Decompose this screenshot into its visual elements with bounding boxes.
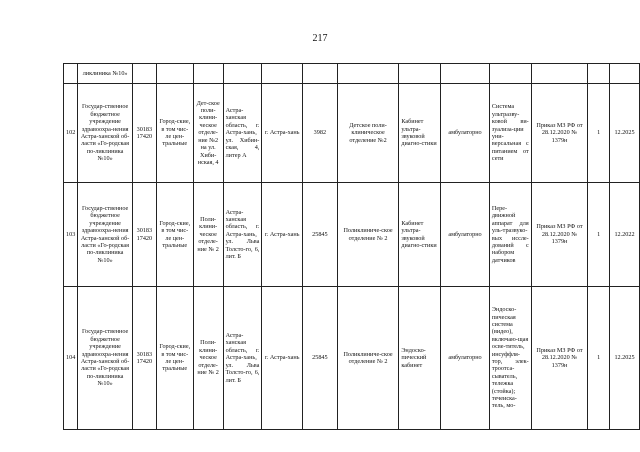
city-cell: г. Астра-хань — [262, 84, 303, 183]
city-cell: г. Астра-хань — [262, 287, 303, 430]
page-number: 217 — [312, 33, 328, 44]
org-cell: Государ-ственное бюджетное учреждение здравоохра-нения Астра-ханской об-ласти «Го-родская по-ликлиника №10» — [78, 84, 133, 183]
org-cell: ликлиника №10» — [78, 64, 133, 84]
order-cell: Приказ МЗ РФ от 28.12.2020 № 1379н — [531, 84, 588, 183]
quantity-cell: 1 — [588, 287, 610, 430]
room-cell: Кабинет ультра-звуковой диагно-стики — [399, 183, 441, 287]
care-type-cell: амбулаторно — [441, 84, 490, 183]
area-cell: Город-ские, в том чис-ле цен-тральные — [156, 84, 193, 183]
date-cell: 12.2022 — [610, 183, 640, 287]
quantity-cell: 1 — [588, 84, 610, 183]
date-cell: 12.2025 — [610, 287, 640, 430]
oktmo-cell: 25845 — [303, 183, 338, 287]
equipment-cell: Система ультразву-ковой ви-зуализа-ции уни-версальная с питанием от сети — [489, 84, 531, 183]
row-number-cell: 103 — [64, 183, 78, 287]
care-type-cell: амбулаторно — [441, 287, 490, 430]
oktmo-cell: 25845 — [303, 287, 338, 430]
quantity-cell: 1 — [588, 183, 610, 287]
row-number-cell: 104 — [64, 287, 78, 430]
department-cell: Поликлиниче-ское отделение № 2 — [337, 183, 399, 287]
equipment-cell: Эндоско-пическая система (видео), включаю-щая осве-титель, инсуффля-тор, элек-троотса-сыватель, тележка (стойка); течеиска-тель, мо- — [489, 287, 531, 430]
equipment-table — [63, 63, 640, 430]
area-cell: Город-ские, в том чис-ле цен-тральные — [156, 287, 193, 430]
area-cell: Город-ские, в том чис-ле цен-тральные — [156, 183, 193, 287]
table-row-continuation — [64, 64, 640, 84]
org-cell: Государ-ственное бюджетное учреждение здравоохра-нения Астра-ханской об-ласти «Го-родская по-ликлиника №10» — [78, 183, 133, 287]
unit-cell: Поли-клини-ческое отделе-ние № 2 — [193, 287, 223, 430]
care-type-cell: амбулаторно — [441, 183, 490, 287]
code-cell: 30183 17420 — [132, 183, 156, 287]
address-cell: Астра-ханская область, г. Астра-хань, ул. Льва Толсто-го, 6, лит. Б — [223, 287, 262, 430]
table-row — [64, 287, 640, 430]
oktmo-cell: 3982 — [303, 84, 338, 183]
address-cell: Астра-ханская область, г. Астра-хань, ул. Хибин-ская, 4, литер А — [223, 84, 262, 183]
department-cell: Детское поли-клиническое отделение №2 — [337, 84, 399, 183]
address-cell: Астра-ханская область, г. Астра-хань, ул. Льва Толсто-го, 6, лит. Б — [223, 183, 262, 287]
order-cell: Приказ МЗ РФ от 28.12.2020 № 1379н — [531, 287, 588, 430]
order-cell: Приказ МЗ РФ от 28.12.2020 № 1379н — [531, 183, 588, 287]
table-row — [64, 84, 640, 183]
org-cell: Государ-ственное бюджетное учреждение здравоохра-нения Астра-ханской об-ласти «Го-родская по-ликлиника №10» — [78, 287, 133, 430]
code-cell: 30183 17420 — [132, 287, 156, 430]
unit-cell: Дет-ское поли-клини-ческое отделе-ние №2 на ул. Хиби-нская, 4 — [193, 84, 223, 183]
room-cell: Эндоско-пический кабинет — [399, 287, 441, 430]
room-cell: Кабинет ультра-звуковой диагно-стики — [399, 84, 441, 183]
city-cell: г. Астра-хань — [262, 183, 303, 287]
table-row — [64, 183, 640, 287]
department-cell: Поликлиниче-ское отделение № 2 — [337, 287, 399, 430]
unit-cell: Поли-клини-ческое отделе-ние № 2 — [193, 183, 223, 287]
code-cell: 30183 17420 — [132, 84, 156, 183]
row-number-cell: 102 — [64, 84, 78, 183]
date-cell: 12.2025 — [610, 84, 640, 183]
equipment-cell: Пере-движной аппарат для уль-тразвуко-вых иссле-дований с набором датчиков — [489, 183, 531, 287]
